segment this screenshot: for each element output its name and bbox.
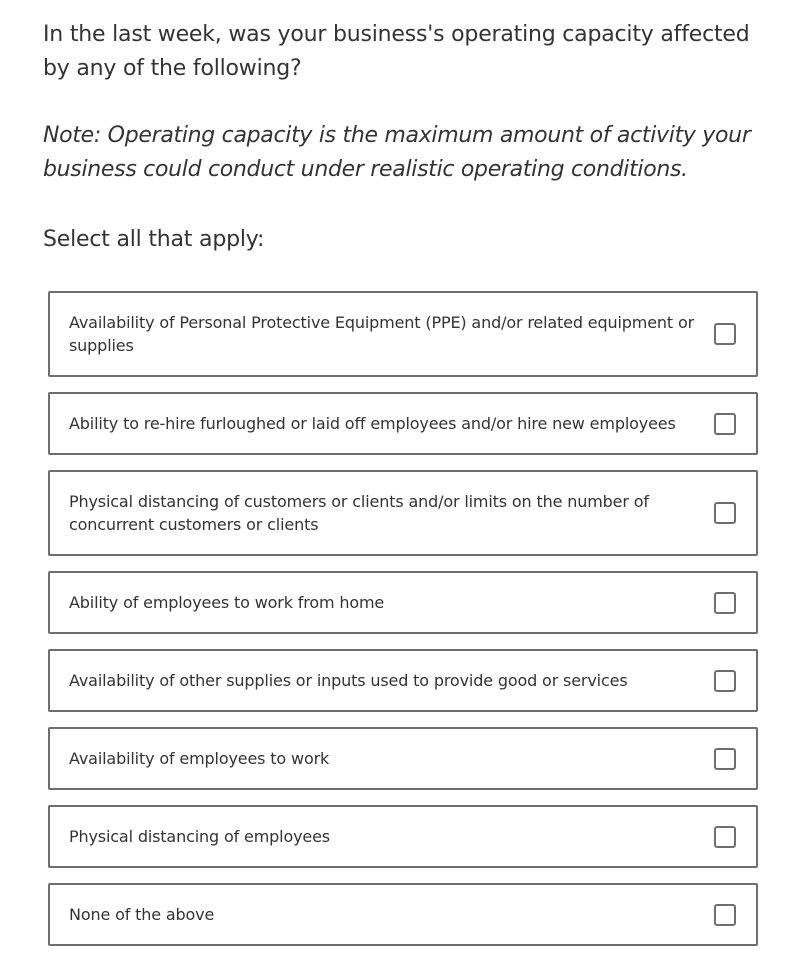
option-label: Availability of other supplies or inputs used to provide good or services	[69, 671, 628, 690]
option-ppe-availability[interactable]	[48, 291, 758, 377]
option-label: Ability to re-hire furloughed or laid off employees and/or hire new employees	[69, 414, 676, 433]
option-customer-distancing[interactable]	[48, 470, 758, 556]
option-employee-availability[interactable]	[48, 727, 758, 790]
checkbox-icon[interactable]	[714, 592, 736, 614]
option-other-supplies[interactable]	[48, 649, 758, 712]
option-rehire-employees[interactable]	[48, 392, 758, 455]
checkbox-icon[interactable]	[714, 670, 736, 692]
option-employee-distancing[interactable]	[48, 805, 758, 868]
checkbox-icon[interactable]	[714, 826, 736, 848]
question-note: Note: Operating capacity is the maximum amount of activity your business could conduct under realistic operating conditions.	[43, 123, 751, 182]
checkbox-icon[interactable]	[714, 413, 736, 435]
option-none-of-the-above[interactable]	[48, 883, 758, 946]
option-label: Availability of Personal Protective Equipment (PPE) and/or related equipment or supplies	[69, 313, 695, 355]
checkbox-icon[interactable]	[714, 323, 736, 345]
question-text: In the last week, was your business's operating capacity affected by any of the following?	[43, 22, 750, 81]
option-work-from-home[interactable]	[48, 571, 758, 634]
option-label: Availability of employees to work	[69, 749, 330, 768]
question-instruction: Select all that apply:	[43, 227, 265, 252]
checkbox-icon[interactable]	[714, 502, 736, 524]
checkbox-icon[interactable]	[714, 748, 736, 770]
checkbox-icon[interactable]	[714, 904, 736, 926]
option-label: None of the above	[69, 905, 215, 924]
option-label: Ability of employees to work from home	[69, 593, 385, 612]
option-label: Physical distancing of employees	[69, 827, 330, 846]
option-label: Physical distancing of customers or clients and/or limits on the number of concurrent customers or clients	[69, 492, 649, 534]
